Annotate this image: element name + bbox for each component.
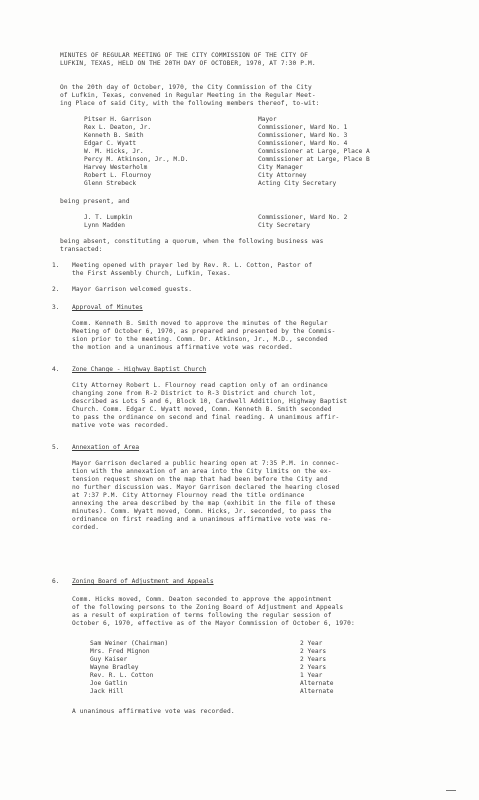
item-1-line-1: Meeting opened with prayer led by Rev. R. L. Cotton, Pastor of: [72, 262, 313, 269]
member-title: City Manager: [258, 164, 303, 171]
member-name: Robert L. Flournoy: [84, 172, 152, 179]
item-4-line-3: described as Lots 5 and 6, Block 10, Cardwell Addition, Highway Baptist: [72, 398, 348, 405]
item-4-line-4: Church. Comm. Edgar C. Wyatt moved, Comm. Kenneth B. Smith seconded: [72, 406, 332, 413]
item-5-line-4: no further discussion was. Mayor Garrison declared the hearing closed: [72, 484, 340, 491]
member-name: Rex L. Deaton, Jr.: [84, 124, 152, 131]
item-heading: Zoning Board of Adjustment and Appeals: [72, 578, 214, 585]
item-number: 6.: [52, 578, 60, 585]
absent-intro: being present, and: [60, 198, 130, 205]
member-title: Commissioner, Ward No. 4: [258, 140, 348, 147]
item-number: 4.: [52, 366, 60, 373]
item-5-line-5: at 7:37 P.M. City Attorney Flournoy read the title ordinance: [72, 492, 305, 499]
closing-statement: A unanimous affirmative vote was recorded.: [72, 708, 235, 715]
member-row: [0, 180, 479, 188]
appointment-row: [0, 664, 479, 672]
item-number: 1.: [52, 262, 60, 269]
item-heading: Annexation of Area: [72, 444, 140, 451]
member-row: [0, 132, 479, 140]
member-title: Mayor: [258, 116, 277, 123]
appointee-term: 1 Year: [300, 672, 323, 679]
appointee-name: Guy Kaiser: [90, 656, 128, 663]
item-number: 5.: [52, 444, 60, 451]
member-row: [0, 116, 479, 124]
appointee-name: Joe Gatlin: [90, 680, 128, 687]
item-6-line-4: October 6, 1970, effective as of the Mayor Commission of October 6, 1970:: [72, 620, 355, 627]
item-1-line-2: the First Assembly Church, Lufkin, Texas.: [72, 270, 231, 277]
appointee-term: 2 Years: [300, 656, 327, 663]
item-5-line-3: tension request shown on the map that had been before the City and: [72, 476, 328, 483]
intro-line-1: On the 20th day of October, 1970, the City Commission of the City: [60, 84, 312, 91]
item-heading: Zone Change - Highway Baptist Church: [72, 366, 207, 373]
item-5-line-8: ordinance on first reading and a unanimous affirmative vote was re-: [72, 516, 332, 523]
item-heading: Approval of Minutes: [72, 304, 143, 311]
member-row: [0, 164, 479, 172]
appointee-term: 2 Years: [300, 664, 327, 671]
item-3-line-4: the motion and a unanimous affirmative vote was recorded.: [72, 344, 293, 351]
member-name: Lynn Madden: [84, 222, 125, 229]
member-name: Glenn Strebeck: [84, 180, 137, 187]
intro-line-2: of Lufkin, Texas, convened in Regular Meeting in the Regular Meet-: [60, 92, 316, 99]
item-4-line-2: changing zone from R-2 District to R-3 District and church lot,: [72, 390, 317, 397]
intro-line-3: ing Place of said City, with the following members thereof, to-wit:: [60, 100, 320, 107]
item-6-line-2: of the following persons to the Zoning Board of Adjustment and Appeals: [72, 604, 344, 611]
member-row: [0, 222, 479, 230]
document-title-line-2: LUFKIN, TEXAS, HELD ON THE 20TH DAY OF OCTOBER, 1970, AT 7:30 P.M.: [60, 60, 316, 67]
member-name: Kenneth B. Smith: [84, 132, 144, 139]
appointee-name: Wayne Bradley: [90, 664, 139, 671]
page-edge-mark: [446, 790, 456, 791]
member-title: City Attorney: [258, 172, 307, 179]
item-3-line-2: Meeting of October 6, 1970, as prepared and presented by the Commis-: [72, 328, 336, 335]
quorum-line-2: transacted:: [60, 246, 103, 253]
appointee-term: 2 Years: [300, 648, 327, 655]
appointee-name: Rev. R. L. Cotton: [90, 672, 154, 679]
appointment-row: [0, 680, 479, 688]
appointee-term: 2 Year: [300, 640, 323, 647]
item-number: 2.: [52, 286, 60, 293]
item-3-line-3: sion prior to the meeting. Comm. Dr. Atkinson, Jr., M.D., seconded: [72, 336, 328, 343]
member-row: [0, 124, 479, 132]
appointment-row: [0, 672, 479, 680]
item-5-line-7: minutes). Comm. Wyatt moved, Comm. Hicks, Jr. seconded, to pass the: [72, 508, 332, 515]
item-3-line-1: Comm. Kenneth B. Smith moved to approve the minutes of the Regular: [72, 320, 328, 327]
appointee-name: Jack Hill: [90, 688, 124, 695]
item-4-line-5: to pass the ordinance on second and final reading. A unanimous affir-: [72, 414, 340, 421]
member-row: [0, 172, 479, 180]
quorum-line-1: being absent, constituting a quorum, when the following business was: [60, 238, 324, 245]
member-row: [0, 156, 479, 164]
appointment-row: [0, 688, 479, 696]
member-title: Commissioner at Large, Place B: [258, 156, 370, 163]
member-row: [0, 148, 479, 156]
member-name: J. T. Lumpkin: [84, 214, 133, 221]
appointee-term: Alternate: [300, 680, 334, 687]
member-title: Acting City Secretary: [258, 180, 337, 187]
member-name: Percy M. Atkinson, Jr., M.D.: [84, 156, 189, 163]
item-2-line-1: Mayor Garrison welcomed guests.: [72, 286, 193, 293]
appointment-row: [0, 656, 479, 664]
appointment-row: [0, 648, 479, 656]
member-name: Pitser H. Garrison: [84, 116, 152, 123]
member-name: W. M. Hicks, Jr.: [84, 148, 144, 155]
member-title: City Secretary: [258, 222, 311, 229]
appointee-term: Alternate: [300, 688, 334, 695]
member-title: Commissioner, Ward No. 3: [258, 132, 348, 139]
item-5-line-2: tion with the annexation of an area into the City limits on the ex-: [72, 468, 332, 475]
item-5-line-1: Mayor Garrison declared a public hearing open at 7:35 P.M. in connec-: [72, 460, 340, 467]
item-6-line-3: as a result of expiration of terms following the regular session of: [72, 612, 332, 619]
item-5-line-6: annexing the area described by the map (exhibit in the file of these: [72, 500, 336, 507]
appointee-name: Sam Weiner (Chairman): [90, 640, 169, 647]
document-title-line-1: MINUTES OF REGULAR MEETING OF THE CITY COMMISSION OF THE CITY OF: [60, 52, 309, 59]
member-name: Edgar C. Wyatt: [84, 140, 137, 147]
member-name: Harvey Westerholm: [84, 164, 148, 171]
item-5-line-9: corded.: [72, 524, 100, 531]
item-4-line-1: City Attorney Robert L. Flournoy read caption only of an ordinance: [72, 382, 328, 389]
member-row: [0, 140, 479, 148]
item-4-line-6: mative vote was recorded.: [72, 422, 169, 429]
item-number: 3.: [52, 304, 60, 311]
item-6-line-1: Comm. Hicks moved, Comm. Deaton seconded to approve the appointment: [72, 596, 332, 603]
member-title: Commissioner, Ward No. 2: [258, 214, 348, 221]
appointment-row: [0, 640, 479, 648]
appointee-name: Mrs. Fred Mignon: [90, 648, 150, 655]
member-title: Commissioner at Large, Place A: [258, 148, 370, 155]
member-title: Commissioner, Ward No. 1: [258, 124, 348, 131]
member-row: [0, 214, 479, 222]
